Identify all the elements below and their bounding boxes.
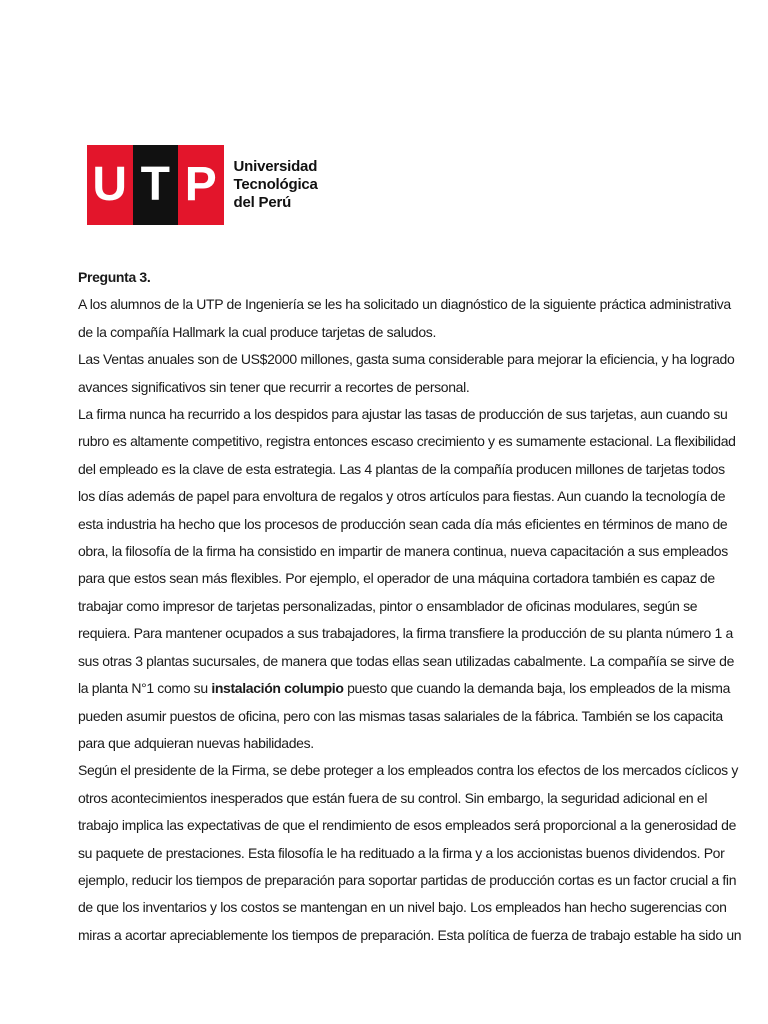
bold-line-before: la planta N°1 como su — [78, 680, 212, 697]
paragraph-line: avances significativos sin tener que recurrir a recortes de personal. — [78, 378, 470, 395]
logo-name-line-2: Tecnológica — [233, 176, 318, 193]
bold-line-after: puesto que cuando la demanda baja, los empleados de la misma — [343, 680, 731, 697]
paragraph-line: Las Ventas anuales son de US$2000 millones, gasta suma considerable para mejorar la eficiencia, y ha logrado — [78, 351, 735, 368]
paragraph-line: Según el presidente de la Firma, se debe proteger a los empleados contra los efectos de los mercados cíclicos y — [78, 762, 738, 779]
paragraph-line: sus otras 3 plantas sucursales, de manera que todas ellas sean utilizadas cabalmente. La compañía se sirve de — [78, 652, 735, 669]
paragraph-line: pueden asumir puestos de oficina, pero con las mismas tasas salariales de la fábrica. También se los capacita — [78, 707, 723, 724]
paragraph-line: ejemplo, reducir los tiempos de preparación para soportar partidas de producción cortas es un factor crucial a fin — [78, 871, 737, 888]
paragraph-line: trabajar como impresor de tarjetas personalizadas, pintor o ensamblador de oficinas modulares, según se — [78, 597, 698, 614]
paragraph-line: para que adquieran nuevas habilidades. — [78, 734, 314, 751]
logo-letter-t: T — [133, 145, 179, 225]
question-lines-before — [78, 291, 736, 675]
paragraph-line: los días además de papel para envoltura de regalos y otros artículos para fiestas. Aun cuando la tecnología de — [78, 488, 726, 505]
paragraph-line: de que los inventarios y los costos se mantengan en un nivel bajo. Los empleados han hecho sugerencias con — [78, 899, 727, 916]
logo-letter-u: U — [87, 145, 133, 225]
logo-university-name — [234, 158, 318, 212]
paragraph-line: trabajo implica las expectativas de que el rendimiento de esos empleados será proporcional a la generosidad de — [78, 817, 737, 834]
question-body — [78, 264, 742, 949]
logo-name-line-1: Universidad — [233, 158, 318, 175]
paragraph-line: esta industria ha hecho que los procesos de producción sean cada día más eficientes en términos de mano de — [78, 515, 728, 532]
paragraph-line: de la compañía Hallmark la cual produce tarjetas de saludos. — [78, 323, 436, 340]
logo-letter-p: P — [178, 145, 224, 225]
paragraph-line: del empleado es la clave de esta estrategia. Las 4 plantas de la compañía producen millones de tarjetas todos — [78, 460, 725, 477]
question-line-with-bold — [78, 675, 731, 702]
paragraph-line: miras a acortar apreciablemente los tiempos de preparación. Esta política de fuerza de trabajo estable ha sido un — [78, 926, 742, 943]
paragraph-line: La firma nunca ha recurrido a los despidos para ajustar las tasas de producción de sus tarjetas, aun cuando su — [78, 406, 728, 423]
paragraph-line: para que estos sean más flexibles. Por ejemplo, el operador de una máquina cortadora también es capaz de — [78, 570, 715, 587]
paragraph-line: su paquete de prestaciones. Esta filosofía le ha redituado a la firma y a los accionistas buenos dividendos. Por — [78, 844, 725, 861]
paragraph-line: obra, la filosofía de la firma ha consistido en impartir de manera continua, nueva capacitación a sus empleados — [78, 543, 728, 560]
paragraph-line: rubro es altamente competitivo, registra entonces escaso crecimiento y es sumamente estacional. La flexibilidad — [78, 433, 736, 450]
paragraph-line: requiera. Para mantener ocupados a sus trabajadores, la firma transfiere la producción de su planta número 1 a — [78, 625, 733, 642]
question-lines-after — [78, 703, 742, 950]
paragraph-line: A los alumnos de la UTP de Ingeniería se les ha solicitado un diagnóstico de la siguiente práctica administrativa — [78, 296, 731, 313]
utp-logo — [87, 145, 318, 225]
bold-term-instalacion-columpio: instalación columpio — [211, 680, 344, 697]
paragraph-line: otros acontecimientos inesperados que están fuera de su control. Sin embargo, la seguridad adicional en el — [78, 789, 708, 806]
question-title: Pregunta 3. — [78, 269, 151, 285]
logo-name-line-3: del Perú — [233, 194, 292, 211]
logo-letter-blocks — [87, 145, 224, 225]
